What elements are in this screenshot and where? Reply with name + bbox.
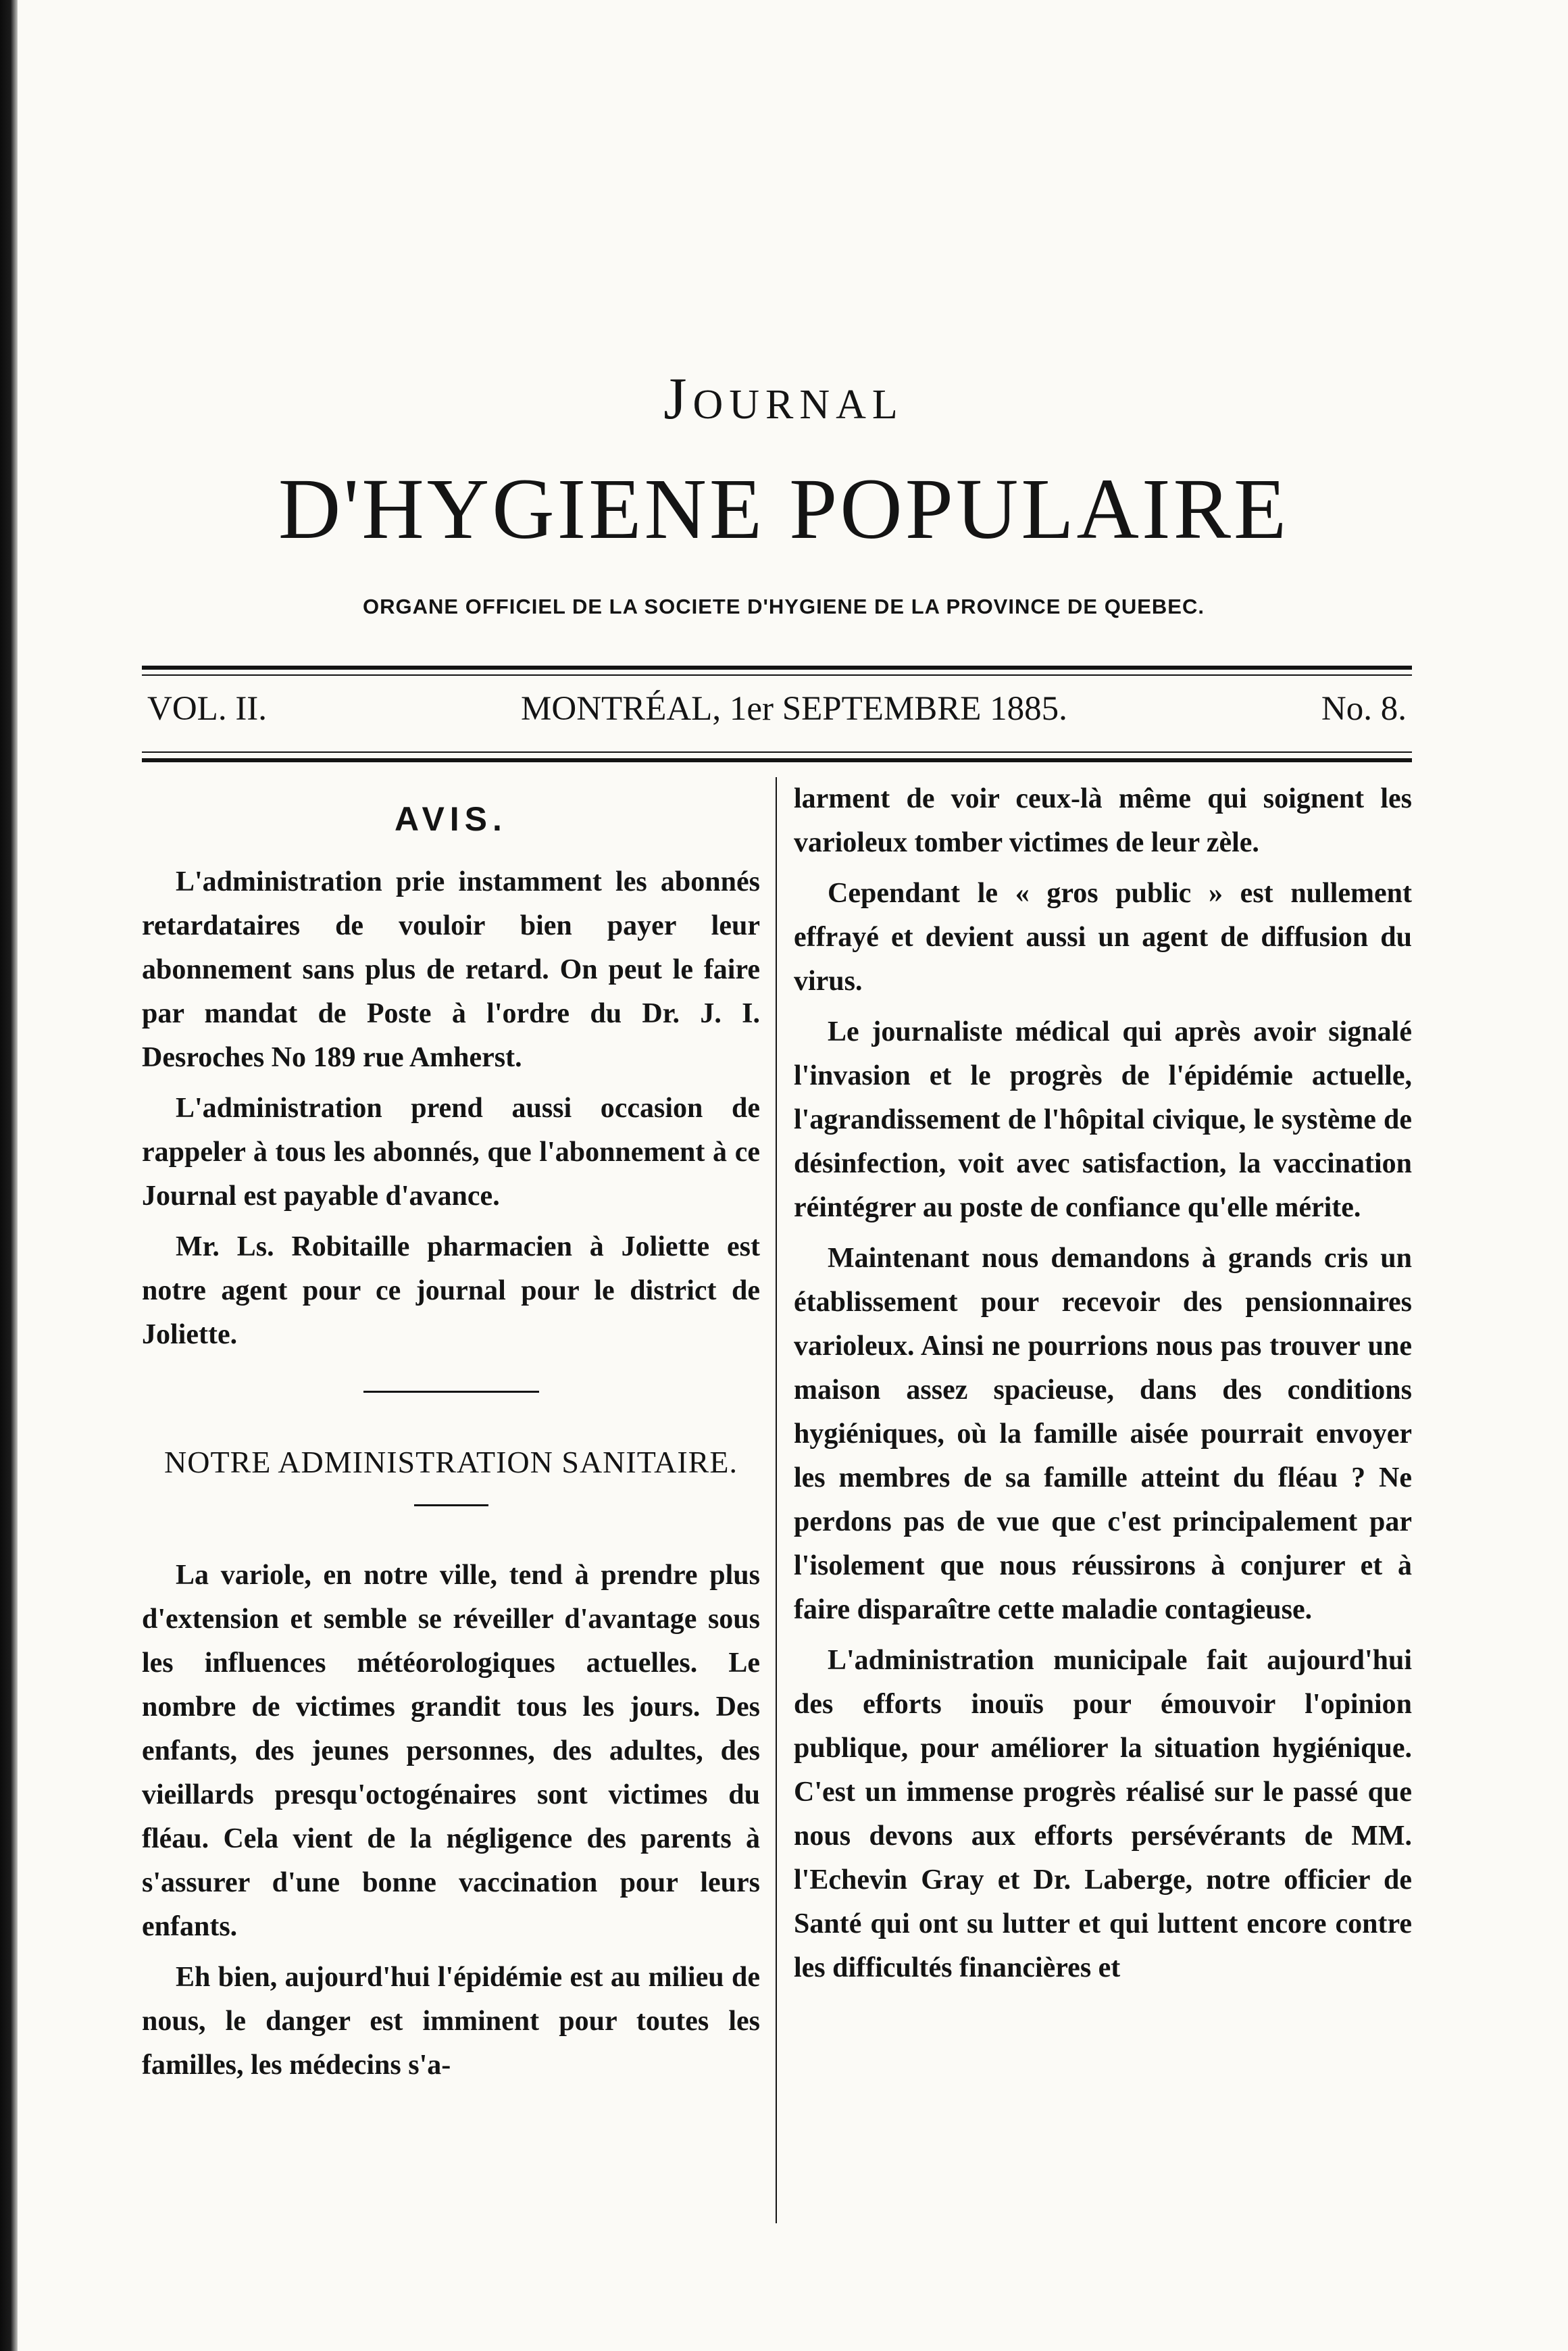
bottom-rule-thin (142, 751, 1412, 753)
masthead-title: D'HYGIENE POPULAIRE (278, 461, 1290, 557)
dateline (147, 689, 1407, 728)
top-rule-thick (142, 666, 1412, 670)
masthead-subtitle: ORGANE OFFICIEL DE LA SOCIETE D'HYGIENE DE LA PROVINCE DE QUEBEC. (363, 595, 1205, 618)
title-divider (414, 1504, 488, 1506)
top-rule-thin (142, 674, 1412, 676)
section-divider (363, 1391, 539, 1393)
issue-date: MONTRÉAL, 1er SEPTEMBRE 1885. (521, 690, 1067, 728)
article-paragraph: La variole, en notre ville, tend à prendre plus d'extension et semble se réveiller d'avantage sous les influences météorologiques actuelles. Le nombre de victimes grandit tous les jours. Des enfants, des jeunes personnes, des adultes, des vieillards presqu'octogénaires sont victimes du fléau. Cela vient de la négligence des parents à s'assurer d'une bonne vaccination pour leurs enfants. (142, 1560, 760, 1942)
bottom-rule-thick (142, 758, 1412, 762)
column-divider (776, 777, 777, 2223)
issue-number: No. 8. (1321, 690, 1407, 728)
left-column (142, 777, 760, 2264)
article-title: NOTRE ADMINISTRATION SANITAIRE. (164, 1445, 738, 1479)
masthead-journal: Journal (663, 366, 904, 432)
avis-title: AVIS. (395, 800, 507, 838)
article-paragraph: L'administration municipale fait aujourd'hui des efforts inouïs pour émouvoir l'opinion publique, pour améliorer la situation hygiénique. C'est un immense progrès réalisé sur le passé que nous devons aux efforts persévérants de MM. l'Echevin Gray et Dr. Laberge, notre officier de Santé qui ont su lutter et qui luttent encore contre les difficultés financières et (794, 1645, 1412, 1983)
article-paragraph: Le journaliste médical qui après avoir signalé l'invasion et le progrès de l'épidémie actuelle, l'agrandissement de l'hôpital civique, le système de désinfection, voit avec satisfaction, la vaccination réintégrer au poste de confiance qu'elle mérite. (794, 1016, 1412, 1223)
avis-paragraph: Mr. Ls. Robitaille pharmacien à Joliette est notre agent pour ce journal pour le district de Joliette. (142, 1231, 760, 1350)
right-column (794, 777, 1412, 2264)
avis-paragraph: L'administration prend aussi occasion de rappeler à tous les abonnés, que l'abonnement à ce Journal est payable d'avance. (142, 1093, 760, 1212)
article-paragraph: Cependant le « gros public » est nullement effrayé et devient aussi un agent de diffusion du virus. (794, 878, 1412, 997)
volume-label: VOL. II. (147, 690, 268, 728)
journal-page (142, 0, 1425, 2351)
article-paragraph: Maintenant nous demandons à grands cris un établissement pour recevoir des pensionnaires varioleux. Ainsi ne pourrions nous pas trouver une maison assez spacieuse, dans des conditions hygiéniques, où la famille aisée pourrait envoyer les membres de sa famille atteint du fléau ? Ne perdons pas de vue que c'est principalement par l'isolement que nous réussirons à conjurer et à faire disparaître cette maladie contagieuse. (794, 1243, 1412, 1625)
avis-paragraph: L'administration prie instamment les abonnés retardataires de vouloir bien payer leur abonnement sans plus de retard. On peut le faire par mandat de Poste à l'ordre du Dr. J. I. Desroches No 189 rue Amherst. (142, 866, 760, 1073)
binding-edge (0, 0, 18, 2351)
article-continuation: larment de voir ceux-là même qui soignent les varioleux tomber victimes de leur zèle. (794, 783, 1412, 858)
article-paragraph: Eh bien, aujourd'hui l'épidémie est au milieu de nous, le danger est imminent pour toutes les familles, les médecins s'a- (142, 1962, 760, 2081)
